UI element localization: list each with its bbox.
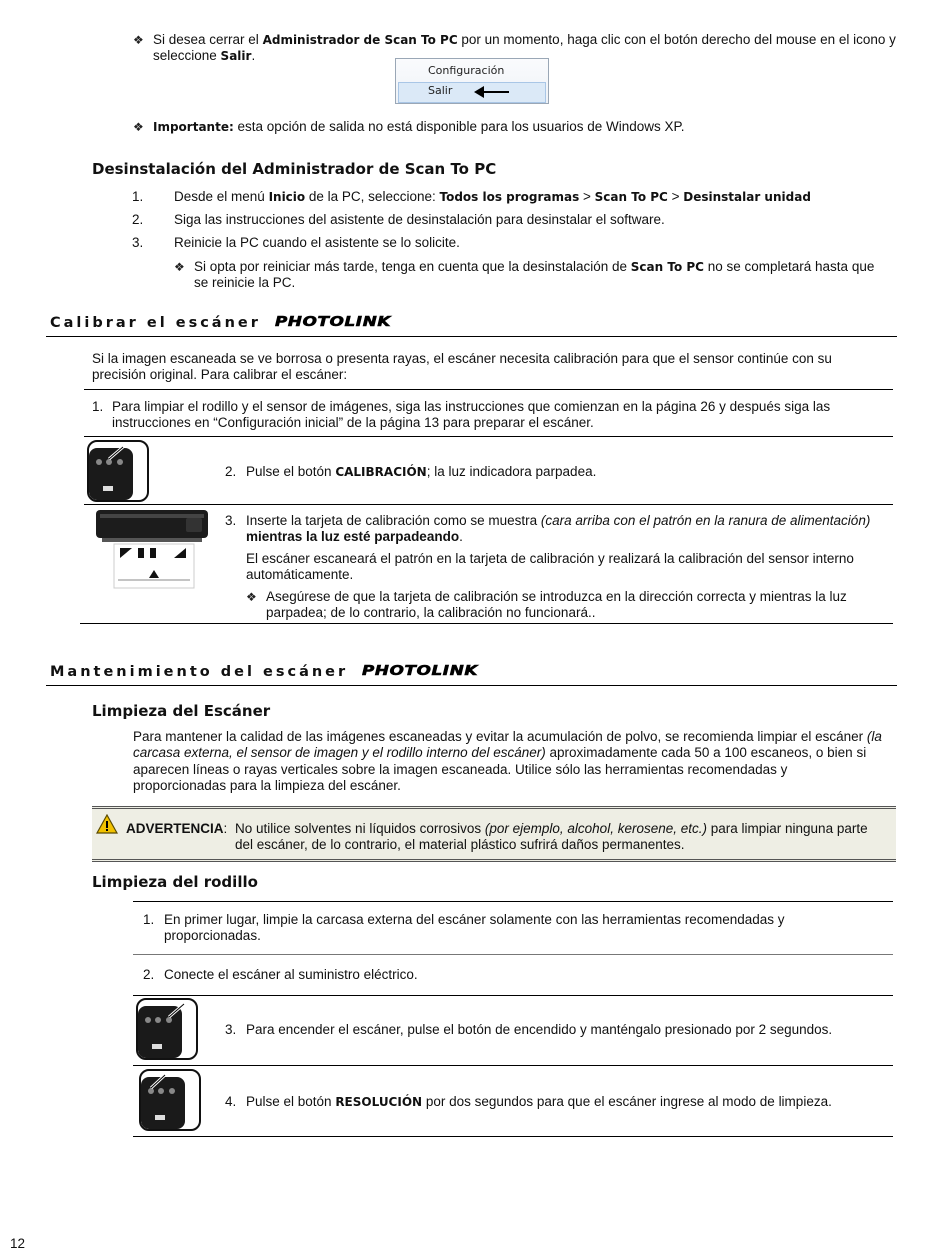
step-number: 4. <box>225 1094 237 1109</box>
step-number: 3. <box>225 1022 237 1037</box>
table-rule <box>133 1065 893 1066</box>
table-rule <box>133 995 893 996</box>
photolink-logo <box>362 663 480 677</box>
resolution-button-image <box>139 1069 201 1131</box>
table-rule <box>80 623 893 624</box>
bullet-diamond-icon: ❖ <box>174 260 185 274</box>
section-rule <box>46 685 897 686</box>
arrow-left-icon <box>474 85 510 99</box>
uninstall-step-3: Reinicie la PC cuando el asistente se lo solicite. <box>174 235 460 250</box>
calibrate-step-3-detail: El escáner escaneará el patrón en la tarjeta de calibración y realizará la calibración del sensor interno automáticamente. <box>246 550 854 583</box>
important-note: Importante: esta opción de salida no está disponible para los usuarios de Windows XP. <box>153 119 685 134</box>
roller-step-3: Para encender el escáner, pulse el botón de encendido y manténgalo presionado por 2 segundos. <box>246 1022 833 1037</box>
cleaning-paragraph: Para mantener la calidad de las imágenes escaneadas y evitar la acumulación de polvo, se recomienda limpiar el escáner (la carcasa externa, el sensor de imagen y el rodillo interno del escáner) aproximadamente cada 50 a 100 escaneos, o bien si aparecen líneas o rayas verticales sobre la imagen escaneada. Utilice sólo las herramientas recomendadas y proporcionadas para la limpieza del escáner. <box>133 729 882 794</box>
step-number: 2. <box>143 967 155 982</box>
uninstall-step-2: Siga las instrucciones del asistente de desinstalación para desinstalar el software. <box>174 212 665 227</box>
roller-step-1: En primer lugar, limpie la carcasa externa del escáner solamente con las herramientas recomendadas y proporcionadas. <box>164 912 785 944</box>
roller-heading: Limpieza del rodillo <box>92 873 258 891</box>
logo-text: PHOTOLINK <box>362 664 479 677</box>
power-button-image <box>136 998 198 1060</box>
calibrate-intro: Si la imagen escaneada se ve borrosa o presenta rayas, el escáner necesita calibración para que el sensor continúe con su precisión original. Para calibrar el escáner: <box>92 351 832 383</box>
bullet-diamond-icon: ❖ <box>246 590 257 604</box>
menu-item-salir: Salir <box>428 84 453 97</box>
table-rule <box>133 901 893 902</box>
context-menu-screenshot <box>395 58 549 104</box>
step-number: 2. <box>225 464 237 479</box>
table-rule <box>84 504 893 505</box>
step-number: 1. <box>132 189 144 204</box>
warning-box <box>92 806 896 862</box>
table-rule <box>133 1136 893 1137</box>
cleaning-heading: Limpieza del Escáner <box>92 702 271 720</box>
warning-label: ADVERTENCIA: <box>126 821 228 836</box>
calibration-button-image <box>87 440 149 502</box>
uninstall-step-1: Desde el menú Inicio de la PC, seleccione: Todos los programas > Scan To PC > Desinstalar unidad <box>174 189 811 204</box>
scanner-with-card-illustration <box>94 508 212 590</box>
menu-item-configuracion: Configuración <box>428 64 505 77</box>
logo-text: PHOTOLINK <box>274 315 392 328</box>
calibrate-step-1: Para limpiar el rodillo y el sensor de imágenes, siga las instrucciones que comienzan en la página 26 y después siga las instrucciones en “Configuración inicial” de la página 13 para preparar el escáner. <box>112 399 831 431</box>
restart-note: Si opta por reiniciar más tarde, tenga en cuenta que la desinstalación de Scan To PC no se completará hasta que se reinicie la PC. <box>194 259 875 291</box>
maintenance-section-title: Mantenimiento del escáner PHOTOLINK <box>50 664 479 680</box>
menu-highlight <box>398 82 546 103</box>
warning-triangle-icon <box>96 814 118 834</box>
roller-step-4: Pulse el botón RESOLUCIÓN por dos segundos para que el escáner ingrese al modo de limpieza. <box>246 1094 832 1109</box>
warning-text: No utilice solventes ni líquidos corrosivos (por ejemplo, alcohol, kerosene, etc.) para limpiar ninguna parte del escáner, de lo contrario, el material plástico sufrirá daños permanentes. <box>235 821 868 853</box>
calibrate-step-3: Inserte la tarjeta de calibración como se muestra (cara arriba con el patrón en la ranura de alimentación) mientras la luz esté parpadeando. El escáner escaneará el patrón en la tarjeta de calibración y realizará la calibración del sensor interno automáticamente. <box>246 513 906 584</box>
calibration-card-image <box>94 508 212 590</box>
exit-instruction: Si desea cerrar el Administrador de Scan To PC por un momento, haga clic con el botón derecho del mouse en el icono y seleccione Salir. <box>153 32 896 64</box>
page-number: 12 <box>10 1236 26 1251</box>
bullet-diamond-icon: ❖ <box>133 120 144 134</box>
table-rule <box>84 436 893 437</box>
calibrate-step-3-note: Asegúrese de que la tarjeta de calibración se introduzca en la dirección correcta y mientras la luz parpadea; de lo contrario, la calibración no funcionará.. <box>266 589 847 621</box>
step-number: 1. <box>92 399 104 414</box>
section-rule <box>46 336 897 337</box>
photolink-logo <box>275 314 393 328</box>
step-number: 2. <box>132 212 144 227</box>
scanner-button-icon <box>89 442 147 500</box>
calibrate-section-title: Calibrar el escáner PHOTOLINK <box>50 315 392 331</box>
scanner-button-icon <box>138 1000 196 1058</box>
bullet-diamond-icon: ❖ <box>133 33 144 47</box>
calibrate-step-2: Pulse el botón CALIBRACIÓN; la luz indicadora parpadea. <box>246 464 597 479</box>
step-number: 3. <box>225 513 237 528</box>
table-rule <box>84 389 893 390</box>
scanner-button-icon <box>141 1071 199 1129</box>
table-rule <box>133 954 893 955</box>
roller-step-2: Conecte el escáner al suministro eléctrico. <box>164 967 418 982</box>
step-number: 3. <box>132 235 144 250</box>
uninstall-heading: Desinstalación del Administrador de Scan To PC <box>92 160 497 178</box>
step-number: 1. <box>143 912 155 927</box>
